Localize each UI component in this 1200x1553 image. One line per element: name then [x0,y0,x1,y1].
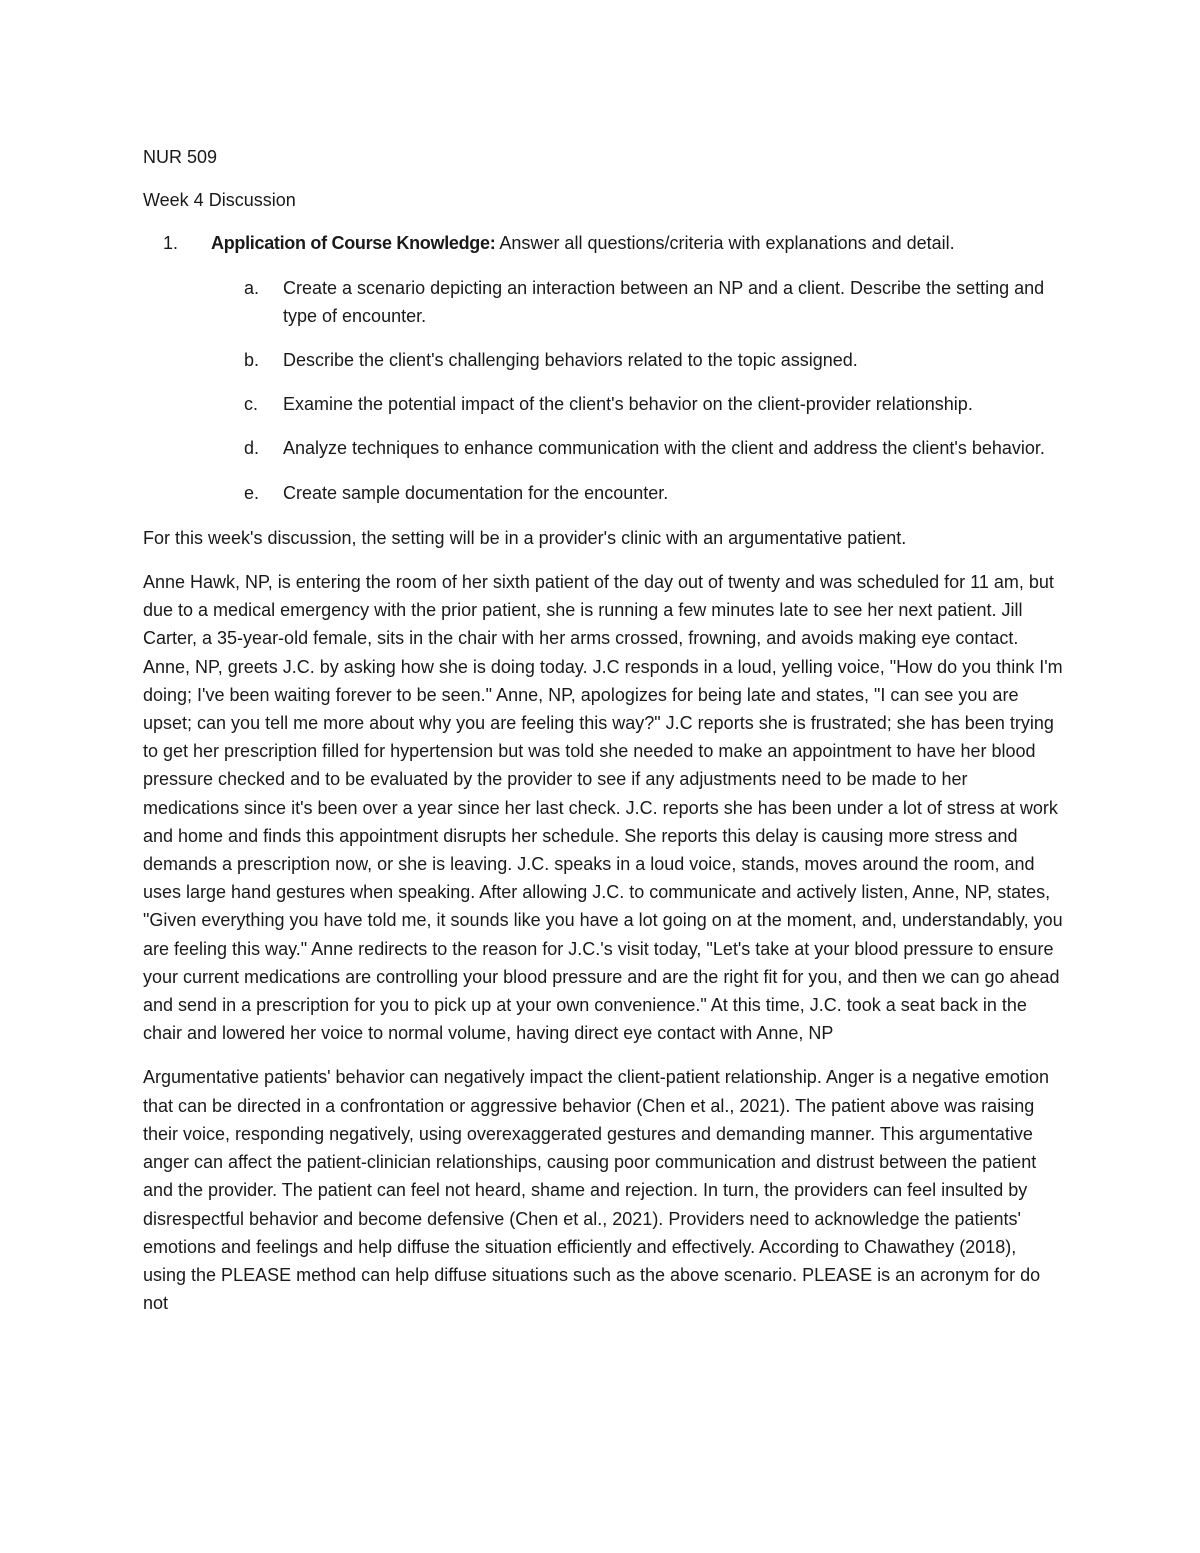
criterion-c [143,390,1063,418]
criterion-letter: b. [244,350,260,371]
criterion-e [143,479,1063,507]
criterion-letter: c. [244,394,259,415]
criterion-d [143,434,1063,462]
criterion-text: Create sample documentation for the encounter. [283,482,669,503]
criterion-letter: a. [244,277,260,298]
question-title: Application of Course Knowledge: [211,233,496,254]
criterion-letter: d. [244,438,260,459]
course-code: NUR 509 [143,147,218,167]
criterion-text: Examine the potential impact of the client's behavior on the client-provider relationship. [283,394,973,415]
intro-paragraph: For this week's discussion, the setting will be in a provider's clinic with an argumentative patient. [143,527,907,548]
criterion-b [143,346,1063,374]
question-number: 1. [163,233,179,254]
question-1 [143,229,1063,257]
scenario-paragraph: Anne Hawk, NP, is entering the room of her sixth patient of the day out of twenty and was scheduled for 11 am, but due to a medical emergency with the prior patient, she is running a few minutes late to see her next patient. Jill Carter, a 35-year-old female, sits in the chair with her arms crossed, frowning, and avoids making eye contact. Anne, NP, greets J.C. by asking how she is doing today. J.C responds in a loud, yelling voice, "How do you think I'm doing; I've been waiting forever to be seen." Anne, NP, apologizes for being late and states, "I can see you are upset; can you tell me more about why you are feeling this way?" J.C reports she is frustrated; she has been trying to get her prescription filled for hypertension but was told she needed to make an appointment to have her blood pressure checked and to be evaluated by the provider to see if any adjustments need to be made to her medications since it's been over a year since her last check. J.C. reports she has been under a lot of stress at work and home and finds this appointment disrupts her schedule. She reports this delay is causing more stress and demands a prescription now, or she is leaving. J.C. speaks in a loud voice, stands, moves around the room, and uses large hand gestures when speaking. After allowing J.C. to communicate and actively listen, Anne, NP, states, "Given everything you have told me, it sounds like you have a lot going on at the moment, and, understandably, you are feeling this way." Anne redirects to the reason for J.C.'s visit today, "Let's take at your blood pressure to ensure your current medications are controlling your blood pressure and are the right fit for you, and then we can go ahead and send in a prescription for you to pick up at your own convenience." At this time, J.C. took a seat back in the chair and lowered her voice to normal volume, having direct eye contact with Anne, NP [143,572,1063,1044]
analysis-paragraph: Argumentative patients' behavior can negatively impact the client-patient relationship. Anger is a negative emotion that can be directed in a confrontation or aggressive behavior (Chen et al., 2021). The patient above was raising their voice, responding negatively, using overexaggerated gestures and demanding manner. This argumentative anger can affect the patient-clinician relationships, causing poor communication and distrust between the patient and the provider. The patient can feel not heard, shame and rejection. In turn, the providers can feel insulted by disrespectful behavior and become defensive (Chen et al., 2021). Providers need to acknowledge the patients' emotions and feelings and help diffuse the situation efficiently and effectively. According to Chawathey (2018), using the PLEASE method can help diffuse situations such as the above scenario. PLEASE is an acronym for do not [143,1067,1049,1314]
criterion-a [143,274,1063,330]
question-text: Answer all questions/criteria with explanations and detail. [495,233,955,254]
criterion-text: Create a scenario depicting an interaction between an NP and a client. Describe the setting and type of encounter. [283,277,1045,326]
criterion-text: Analyze techniques to enhance communication with the client and address the client's behavior. [283,438,1045,459]
question-text-container [211,229,1063,257]
criterion-letter: e. [244,482,260,503]
document-page [143,143,1063,1317]
criterion-text: Describe the client's challenging behaviors related to the topic assigned. [283,350,858,371]
discussion-title: Week 4 Discussion [143,190,296,211]
